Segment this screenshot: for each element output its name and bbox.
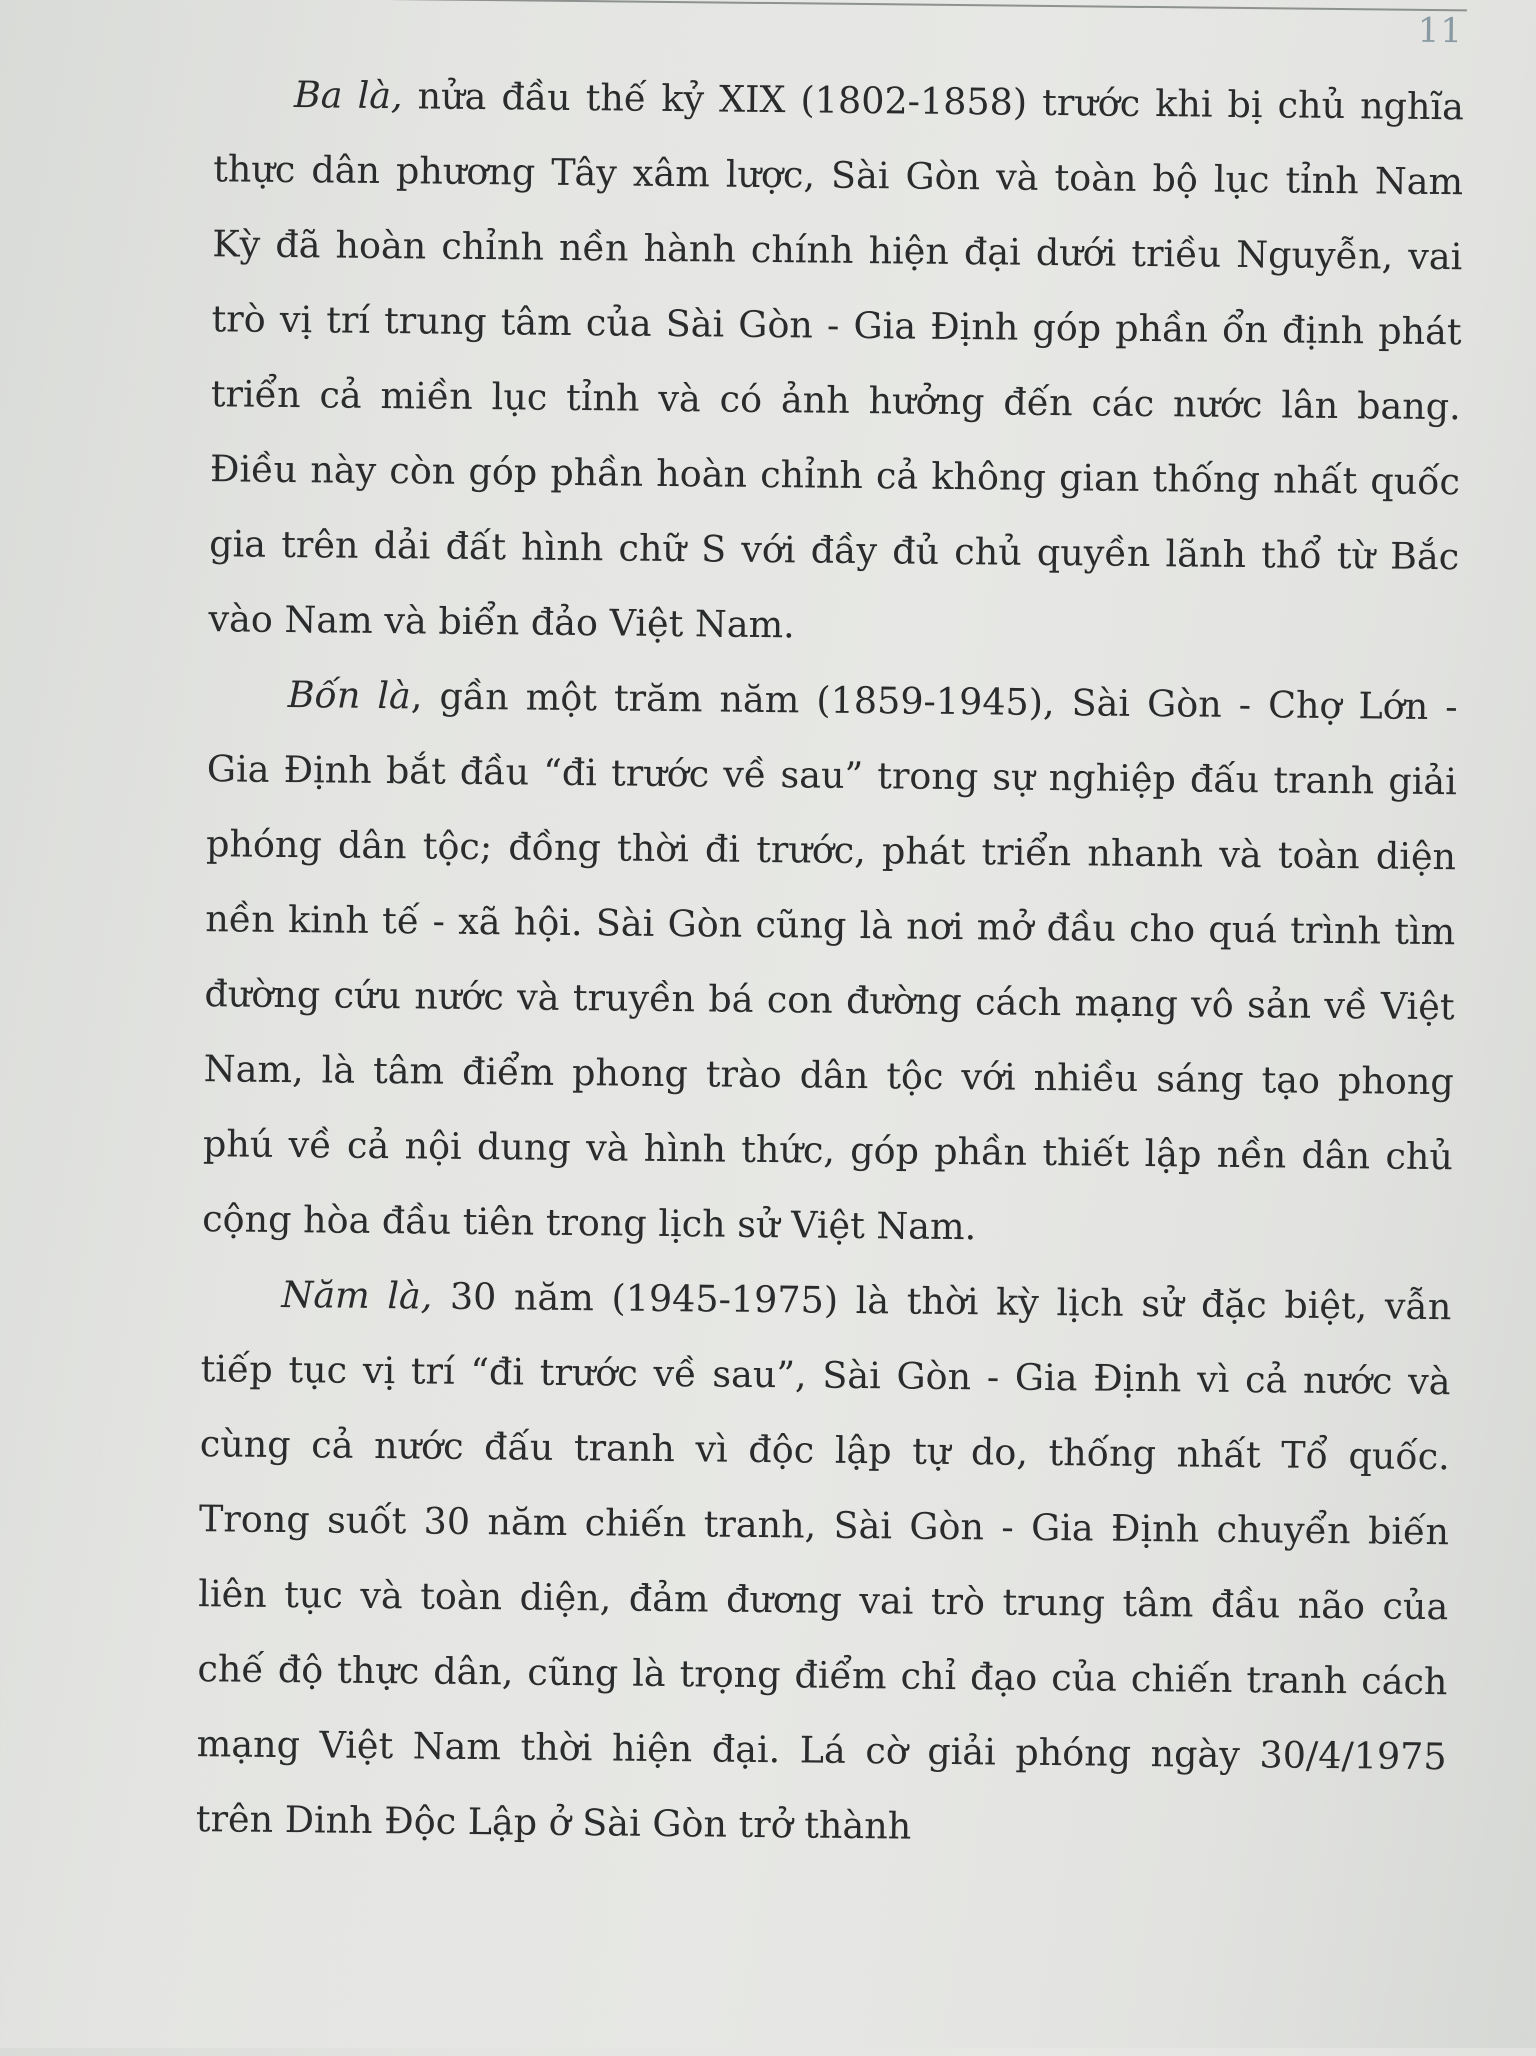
paragraph-text: , gần một trăm năm (1859-1945), Sài Gòn - Chợ Lớn - Gia Định bắt đầu “đi trước về sau” trong sự nghiệp đấu tranh giải phóng dân tộc; đồng thời đi trước, phát triển nhanh và toàn diện nền kinh tế - xã hội. Sài Gòn cũng là nơi mở đầu cho quá trình tìm đường cứu nước và truyền bá con đường cách mạng vô sản về Việt Nam, là tâm điểm phong trào dân tộc với nhiều sáng tạo phong phú về cả nội dung và hình thức, góp phần thiết lập nền dân chủ cộng hòa đầu tiên trong lịch sử Việt Nam. [201,674,1458,1249]
paragraph-ba-la [208,56,1464,669]
paragraph-lead: Năm là, [281,1272,433,1318]
paragraph-bon-la [202,656,1458,1269]
page-number: 11 [1417,10,1464,52]
body-text [196,56,1465,1869]
paragraph-text: 30 năm (1945-1975) là thời kỳ lịch sử đặc biệt, vẫn tiếp tục vị trí “đi trước về sau”, Sài Gòn - Gia Định vì cả nước và cùng cả nước đấu tranh vì độc lập tự do, thống nhất Tổ quốc. Trong suốt 30 năm chiến tranh, Sài Gòn - Gia Định chuyển biến liên tục và toàn diện, đảm đương vai trò trung tâm đầu não của chế độ thực dân, cũng là trọng điểm chỉ đạo của chiến tranh cách mạng Việt Nam thời hiện đại. Lá cờ giải phóng ngày 30/4/1975 trên Dinh Độc Lập ở Sài Gòn trở thành [195,1274,1452,1848]
paragraph-lead: Ba là, [293,73,403,118]
paragraph-text: nửa đầu thế kỷ XIX (1802-1858) trước khi bị chủ nghĩa thực dân phương Tây xâm lược, Sài Gòn và toàn bộ lục tỉnh Nam Kỳ đã hoàn chỉnh nền hành chính hiện đại dưới triều Nguyễn, vai trò vị trí trung tâm của Sài Gòn - Gia Định góp phần ổn định phát triển cả miền lục tỉnh và có ảnh hưởng đến các nước lân bang. Điều này còn góp phần hoàn chỉnh cả không gian thống nhất quốc gia trên dải đất hình chữ S với đầy đủ chủ quyền lãnh thổ từ Bắc vào Nam và biển đảo Việt Nam. [208,74,1465,647]
paragraph-lead: Bốn là [287,673,412,718]
header-rule [212,0,1467,11]
paragraph-nam-la [196,1256,1452,1869]
